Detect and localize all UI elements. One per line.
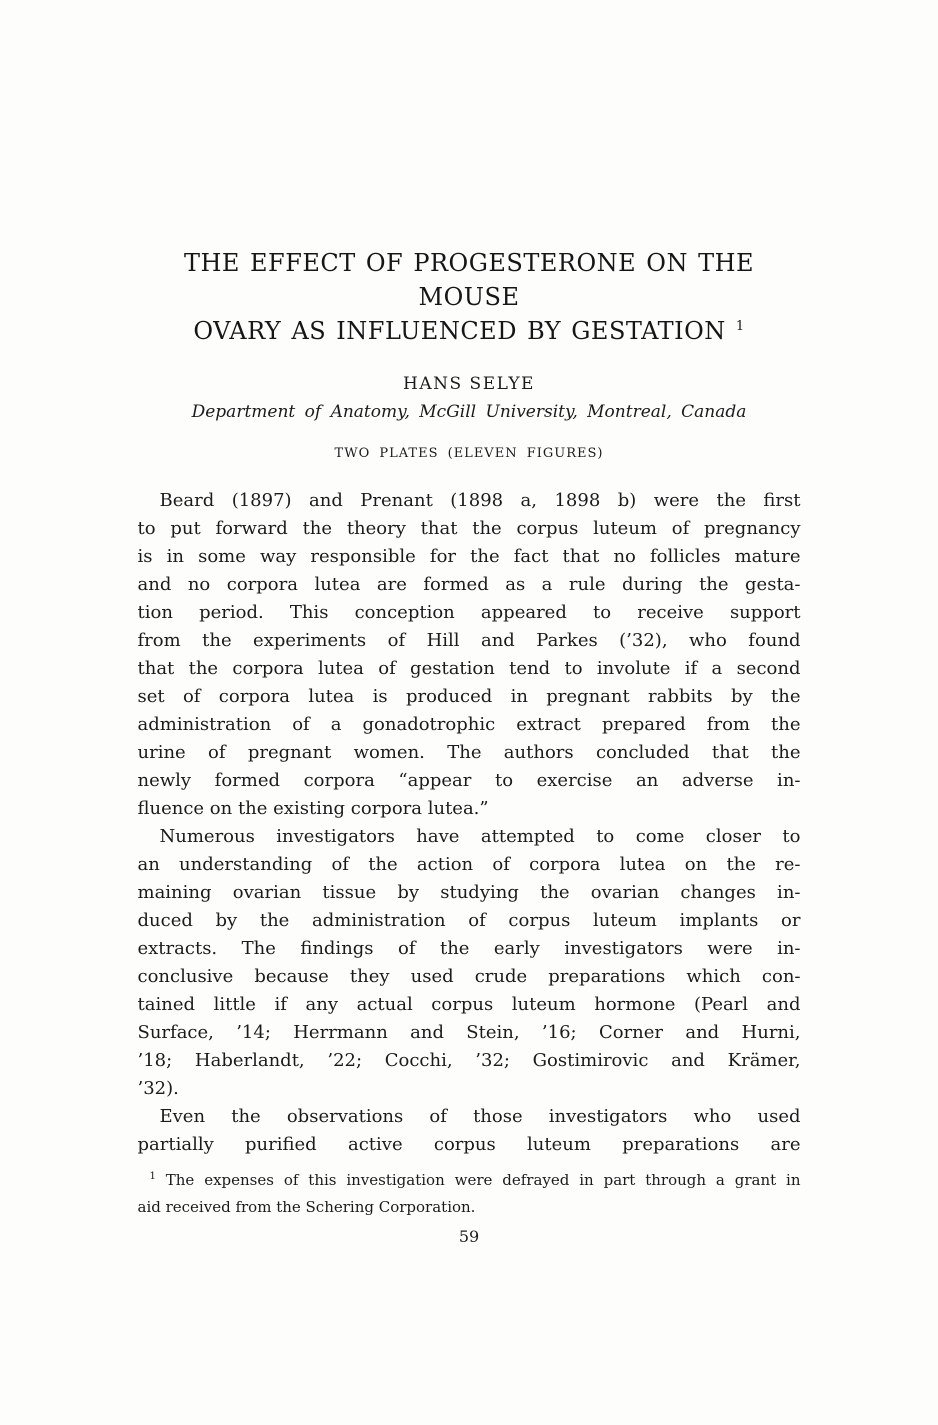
plates-note: TWO PLATES (ELEVEN FIGURES)	[334, 446, 604, 461]
text-line: tained little if any actual corpus luteum hormone (Pearl and	[137, 994, 801, 1015]
text-line: conclusive because they used crude preparations which con-	[137, 966, 801, 987]
text-line: duced by the administration of corpus luteum implants or	[137, 910, 801, 931]
footnote-text: The expenses of this investigation were defrayed in part through a grant in	[165, 1171, 801, 1189]
footnote-marker: 1	[149, 1171, 156, 1182]
footnote	[138, 1167, 801, 1221]
text-line: Beard (1897) and Prenant (1898 a, 1898 b) were the first	[159, 490, 801, 511]
text-line: tion period. This conception appeared to receive support	[137, 602, 801, 623]
paragraph-1	[138, 487, 801, 823]
text-line: fluence on the existing corpora lutea.”	[137, 798, 489, 819]
page-number: 59	[458, 1227, 480, 1246]
text-line: is in some way responsible for the fact that no follicles mature	[137, 546, 801, 567]
paragraph-2	[138, 823, 801, 1103]
footnote-line: aid received from the Schering Corporation.	[137, 1198, 476, 1216]
text-line: from the experiments of Hill and Parkes (’32), who found	[137, 630, 801, 651]
author-name: HANS SELYE	[403, 374, 535, 394]
text-line: that the corpora lutea of gestation tend to involute if a second	[137, 658, 801, 679]
text-line: administration of a gonadotrophic extract prepared from the	[137, 714, 801, 735]
text-line: urine of pregnant women. The authors concluded that the	[137, 742, 801, 763]
text-line: maining ovarian tissue by studying the ovarian changes in-	[137, 882, 801, 903]
text-line: ’32).	[137, 1078, 179, 1099]
footnote-line	[138, 1167, 801, 1194]
title-footnote-marker: 1	[735, 319, 745, 334]
article-title-line1: THE EFFECT OF PROGESTERONE ON THE MOUSE	[183, 249, 755, 311]
text-line: partially purified active corpus luteum preparations are	[137, 1134, 801, 1155]
text-line: ’18; Haberlandt, ’22; Cocchi, ’32; Gostimirovic and Krämer,	[137, 1050, 801, 1071]
text-line: extracts. The findings of the early investigators were in-	[137, 938, 801, 959]
text-line: set of corpora lutea is produced in pregnant rabbits by the	[137, 686, 801, 707]
author-affiliation: Department of Anatomy, McGill University, Montreal, Canada	[191, 402, 747, 422]
article-title	[138, 246, 801, 348]
article-title-line2: OVARY AS INFLUENCED BY GESTATION	[193, 317, 726, 345]
text-line: to put forward the theory that the corpus luteum of pregnancy	[137, 518, 801, 539]
text-line: Surface, ’14; Herrmann and Stein, ’16; Corner and Hurni,	[137, 1022, 801, 1043]
text-line: newly formed corpora “appear to exercise an adverse in-	[137, 770, 801, 791]
text-line: Even the observations of those investigators who used	[159, 1106, 801, 1127]
text-line: Numerous investigators have attempted to come closer to	[159, 826, 801, 847]
text-line: and no corpora lutea are formed as a rule during the gesta-	[137, 574, 801, 595]
article-body	[138, 487, 801, 1159]
paragraph-3	[138, 1103, 801, 1159]
text-line: an understanding of the action of corpora lutea on the re-	[137, 854, 801, 875]
page-content	[138, 0, 801, 1246]
